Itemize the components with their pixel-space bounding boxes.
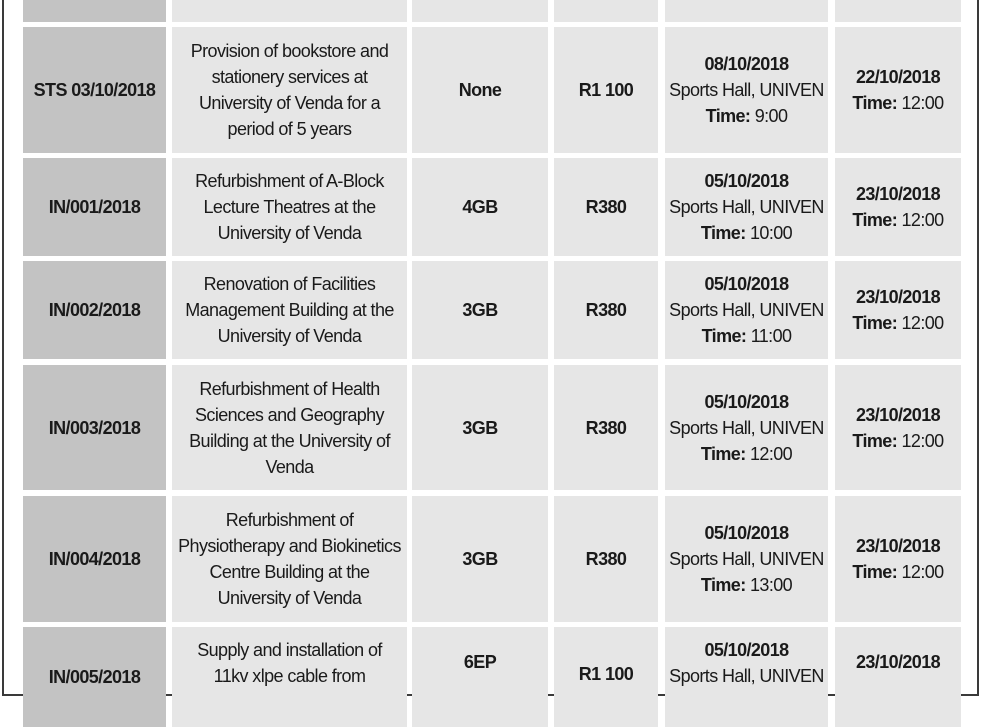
- briefing-date: 05/10/2018: [704, 274, 789, 294]
- tender-description-cell: [172, 496, 407, 622]
- closing-date-cell: [835, 261, 961, 359]
- closing-time-label: Time:: [852, 210, 898, 230]
- tender-description-cell: [172, 27, 407, 153]
- briefing-time: 10:00: [750, 223, 793, 243]
- cidb-grade-cell: [412, 496, 548, 622]
- tender-ref-cell: [23, 365, 166, 490]
- tender-fee: R1 100: [578, 80, 634, 100]
- tender-ref-number: IN/002/2018: [48, 300, 141, 320]
- closing-date-cell: [835, 627, 961, 727]
- closing-time: 12:00: [901, 93, 944, 113]
- tender-fee: R380: [585, 417, 627, 438]
- tender-description-line: Refurbishment of: [225, 510, 354, 530]
- cidb-grade: 3GB: [462, 549, 498, 569]
- briefing-time-line: [701, 441, 792, 467]
- closing-date-cell: [835, 496, 961, 622]
- tender-description-line: Physiotherapy and Biokinetics: [178, 536, 401, 556]
- tender-ref-cell: [23, 27, 166, 153]
- tender-ref-number: IN/003/2018: [48, 417, 141, 438]
- closing-time: 12:00: [901, 210, 944, 230]
- briefing-venue: Sports Hall, UNIVEN: [669, 549, 824, 569]
- briefing-time: 12:00: [750, 443, 793, 464]
- cidb-grade: 3GB: [462, 300, 498, 320]
- briefing-venue: Sports Hall, UNIVEN: [669, 417, 824, 438]
- tender-description-line: University of Venda for a: [198, 93, 381, 113]
- closing-date: 23/10/2018: [855, 287, 941, 307]
- cidb-grade-cell: [412, 158, 548, 256]
- closing-time: 12:00: [901, 562, 944, 582]
- briefing-session-cell: [665, 365, 828, 490]
- briefing-session-cell: [665, 261, 828, 359]
- closing-time-label: Time:: [852, 430, 898, 451]
- briefing-session-cell: [665, 627, 828, 727]
- closing-date: 23/10/2018: [855, 404, 941, 425]
- briefing-time-label: Time:: [700, 223, 746, 243]
- cidb-grade-cell: [412, 0, 548, 22]
- briefing-venue: Sports Hall, UNIVEN: [669, 666, 824, 686]
- tender-description-line: Renovation of Facilities: [203, 274, 376, 294]
- briefing-session-cell: [665, 496, 828, 622]
- tender-description-line: Lecture Theatres at the: [203, 197, 376, 217]
- briefing-time-label: Time:: [700, 443, 746, 464]
- tender-description-cell: [172, 627, 407, 727]
- closing-time-line: [852, 90, 943, 116]
- cidb-grade-cell: [412, 27, 548, 153]
- closing-time: 12:00: [901, 430, 944, 451]
- tender-description-line: University of Venda: [217, 588, 362, 608]
- cidb-grade: 6EP: [463, 652, 497, 672]
- tender-fee: R380: [585, 549, 627, 569]
- tender-fee-cell: [554, 496, 658, 622]
- tender-description-line: University of Venda: [217, 223, 362, 243]
- tender-fee-cell: [554, 27, 658, 153]
- closing-time-label: Time:: [852, 93, 898, 113]
- tender-description-line: period of 5 years: [227, 119, 352, 139]
- closing-date: 23/10/2018: [855, 536, 941, 556]
- briefing-date: 08/10/2018: [704, 54, 789, 74]
- closing-time-line: [852, 428, 943, 454]
- briefing-time: 9:00: [754, 106, 788, 126]
- briefing-session-cell: [665, 0, 828, 22]
- tender-fee: R1 100: [578, 664, 634, 684]
- briefing-session-cell: [665, 158, 828, 256]
- tender-description-cell: [172, 158, 407, 256]
- tender-description-cell: [172, 261, 407, 359]
- tender-ref-cell: [23, 496, 166, 622]
- briefing-date: 05/10/2018: [704, 391, 789, 412]
- closing-date: 23/10/2018: [855, 652, 941, 672]
- briefing-venue: Sports Hall, UNIVEN: [669, 300, 824, 320]
- closing-time-line: [852, 310, 943, 336]
- cidb-grade: None: [458, 80, 502, 100]
- tender-ref-number: IN/005/2018: [48, 667, 141, 687]
- closing-time: 12:00: [901, 313, 944, 333]
- briefing-time-line: [701, 572, 792, 598]
- briefing-time-line: [706, 103, 788, 129]
- tender-description-line: Centre Building at the: [209, 562, 370, 582]
- briefing-venue: Sports Hall, UNIVEN: [669, 197, 824, 217]
- cidb-grade-cell: [412, 627, 548, 727]
- tender-fee-cell: [554, 627, 658, 727]
- closing-time-line: [852, 207, 943, 233]
- tender-description-line: Venda: [265, 456, 314, 477]
- closing-date: 22/10/2018: [855, 67, 941, 87]
- tender-description-line: Supply and installation of: [197, 640, 382, 660]
- tender-description-line: Refurbishment of A-Block: [195, 171, 384, 191]
- tender-description-line: Refurbishment of Health: [199, 378, 380, 399]
- closing-time-label: Time:: [852, 562, 898, 582]
- cidb-grade: 4GB: [462, 197, 498, 217]
- briefing-date: 05/10/2018: [704, 640, 789, 660]
- cidb-grade-cell: [412, 261, 548, 359]
- tender-ref-cell: [23, 261, 166, 359]
- tender-description-cell: [172, 0, 407, 22]
- closing-time-label: Time:: [852, 313, 898, 333]
- closing-date-cell: [835, 27, 961, 153]
- tender-fee: R380: [585, 300, 627, 320]
- briefing-time-line: [702, 323, 792, 349]
- tender-ref-cell: [23, 627, 166, 727]
- briefing-time-label: Time:: [705, 106, 751, 126]
- closing-date-cell: [835, 158, 961, 256]
- tender-fee-cell: [554, 0, 658, 22]
- tender-description-line: Management Building at the: [185, 300, 394, 320]
- tender-description-line: stationery services at: [211, 67, 368, 87]
- tender-description-line: University of Venda: [217, 326, 362, 346]
- closing-date: 23/10/2018: [855, 184, 941, 204]
- tender-ref-cell: [23, 158, 166, 256]
- briefing-time-label: Time:: [700, 575, 746, 595]
- tender-description-line: Building at the University of: [189, 430, 390, 451]
- closing-date-cell: [835, 365, 961, 490]
- tender-description-line: Provision of bookstore and: [190, 41, 389, 61]
- tender-description-line: Sciences and Geography: [195, 404, 384, 425]
- briefing-date: 05/10/2018: [704, 171, 789, 191]
- tender-ref-number: IN/004/2018: [48, 549, 141, 569]
- cidb-grade-cell: [412, 365, 548, 490]
- tender-description-cell: [172, 365, 407, 490]
- tender-ref-number: STS 03/10/2018: [33, 80, 156, 100]
- briefing-session-cell: [665, 27, 828, 153]
- tender-fee: R380: [585, 197, 627, 217]
- briefing-time-line: [701, 220, 792, 246]
- closing-date-cell: [835, 0, 961, 22]
- briefing-time-label: Time:: [701, 326, 747, 346]
- tender-fee-cell: [554, 261, 658, 359]
- briefing-time: 11:00: [750, 326, 792, 346]
- tender-ref-number: IN/001/2018: [48, 197, 141, 217]
- briefing-time: 13:00: [750, 575, 793, 595]
- tender-description-line: 11kv xlpe cable from: [213, 666, 366, 686]
- briefing-venue: Sports Hall, UNIVEN: [669, 80, 824, 100]
- briefing-date: 05/10/2018: [704, 523, 789, 543]
- tender-fee-cell: [554, 158, 658, 256]
- cidb-grade: 3GB: [462, 417, 498, 438]
- tender-fee-cell: [554, 365, 658, 490]
- tender-ref-cell: [23, 0, 166, 22]
- closing-time-line: [852, 559, 943, 585]
